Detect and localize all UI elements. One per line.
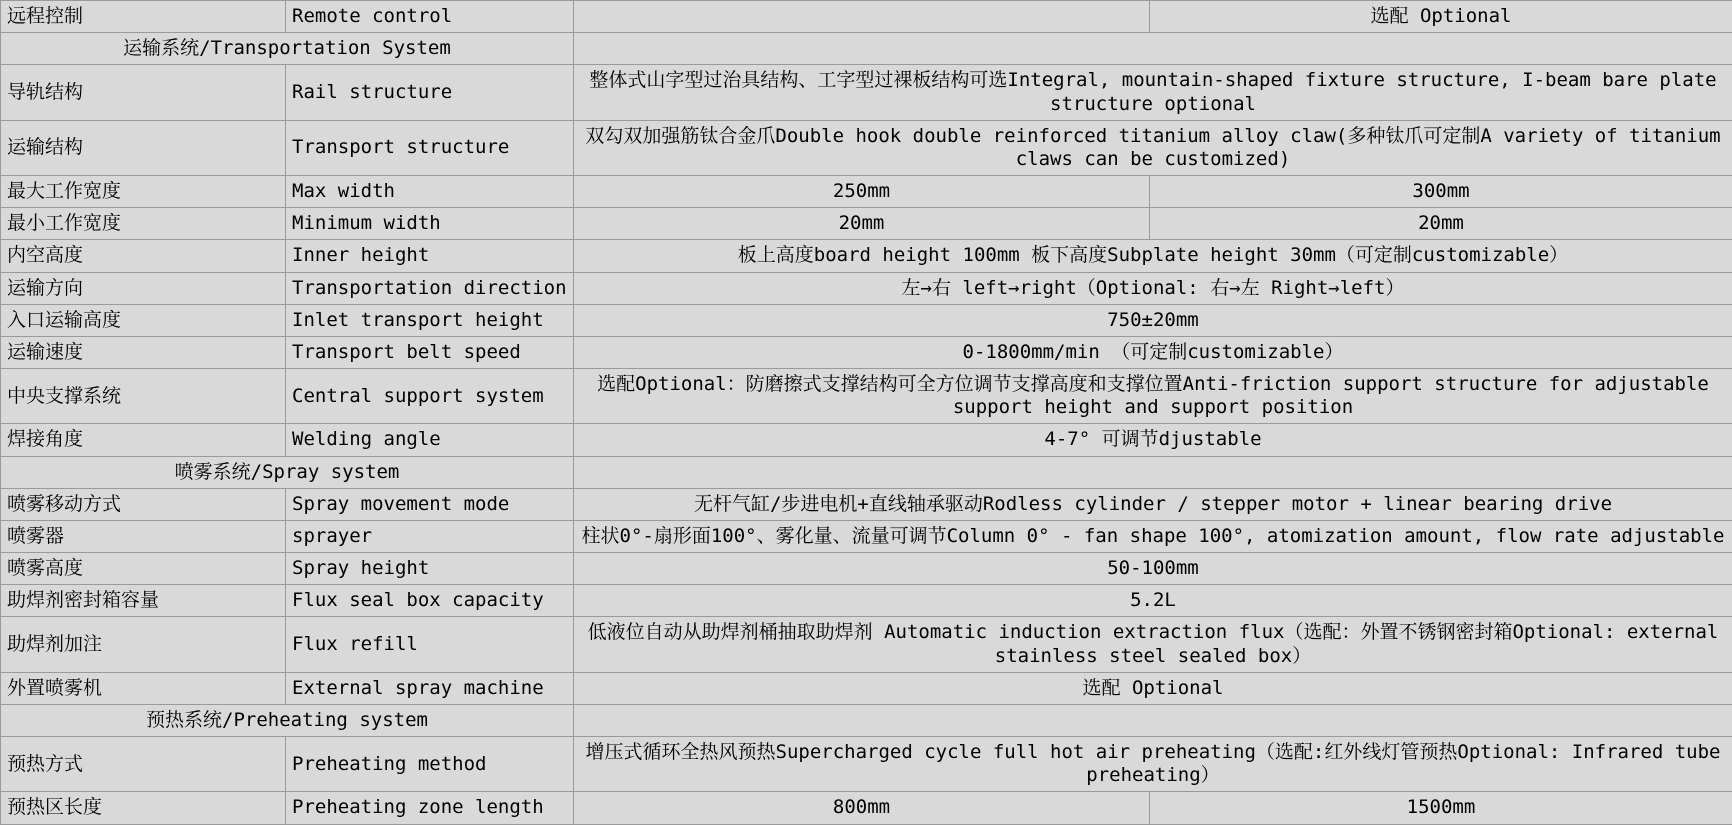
spec-name-en: Spray movement mode: [286, 488, 574, 520]
spec-name-en: Spray height: [286, 553, 574, 585]
spec-name-zh: 焊接角度: [1, 424, 286, 456]
spec-name-zh: 远程控制: [1, 1, 286, 33]
spec-name-en: Central support system: [286, 369, 574, 424]
spec-name-zh: 助焊剂加注: [1, 617, 286, 672]
spec-name-en: Preheating method: [286, 737, 574, 792]
table-section-row: [1, 33, 1732, 65]
table-row: [1, 672, 1732, 704]
spec-value: 选配 Optional: [574, 672, 1732, 704]
spec-name-en: Remote control: [286, 1, 574, 33]
spec-name-zh: 喷雾器: [1, 520, 286, 552]
spec-name-zh: 喷雾高度: [1, 553, 286, 585]
table-section-row: [1, 456, 1732, 488]
table-row: [1, 553, 1732, 585]
spec-value: 4-7° 可调节djustable: [574, 424, 1732, 456]
table-row: [1, 424, 1732, 456]
spec-name-en: Flux refill: [286, 617, 574, 672]
spec-value: 板上高度board height 100mm 板下高度Subplate height 30mm（可定制customizable）: [574, 240, 1732, 272]
spec-name-zh: 导轨结构: [1, 65, 286, 120]
spec-name-en: Welding angle: [286, 424, 574, 456]
table-row: [1, 65, 1732, 120]
table-row: [1, 617, 1732, 672]
section-label: 预热系统/Preheating system: [1, 704, 574, 736]
spec-value: 50-100mm: [574, 553, 1732, 585]
spec-value-col1: 250mm: [574, 176, 1150, 208]
spec-name-en: Transportation direction: [286, 272, 574, 304]
table-row: [1, 585, 1732, 617]
table-row: [1, 488, 1732, 520]
spec-name-en: Max width: [286, 176, 574, 208]
table-row: [1, 208, 1732, 240]
spec-name-zh: 助焊剂密封箱容量: [1, 585, 286, 617]
spec-value: 左→右 left→right（Optional: 右→左 Right→left）: [574, 272, 1732, 304]
spec-name-en: Rail structure: [286, 65, 574, 120]
spec-name-zh: 预热方式: [1, 737, 286, 792]
table-row: [1, 304, 1732, 336]
spec-name-en: External spray machine: [286, 672, 574, 704]
spec-value: 750±20mm: [574, 304, 1732, 336]
spec-name-en: Transport belt speed: [286, 336, 574, 368]
section-value-empty: [574, 33, 1732, 65]
specification-table-body: [1, 1, 1732, 825]
spec-name-zh: 内空高度: [1, 240, 286, 272]
spec-value: 无杆气缸/步进电机+直线轴承驱动Rodless cylinder / stepper motor + linear bearing drive: [574, 488, 1732, 520]
spec-name-en: Flux seal box capacity: [286, 585, 574, 617]
spec-value: 5.2L: [574, 585, 1732, 617]
section-label: 喷雾系统/Spray system: [1, 456, 574, 488]
spec-value-col2: 选配 Optional: [1150, 1, 1732, 33]
spec-name-zh: 运输速度: [1, 336, 286, 368]
spec-name-zh: 中央支撑系统: [1, 369, 286, 424]
table-section-row: [1, 704, 1732, 736]
spec-name-zh: 最大工作宽度: [1, 176, 286, 208]
spec-name-zh: 运输方向: [1, 272, 286, 304]
spec-value-col1: 20mm: [574, 208, 1150, 240]
spec-name-en: Preheating zone length: [286, 792, 574, 824]
spec-value: 选配Optional：防磨擦式支撑结构可全方位调节支撑高度和支撑位置Anti-friction support structure for adjustable support height and support position: [574, 369, 1732, 424]
table-row: [1, 737, 1732, 792]
table-row: [1, 336, 1732, 368]
table-row: [1, 1, 1732, 33]
spec-value: 双勾双加强筋钛合金爪Double hook double reinforced titanium alloy claw(多种钛爪可定制A variety of titanium claws can be customized): [574, 120, 1732, 175]
spec-name-zh: 运输结构: [1, 120, 286, 175]
section-label: 运输系统/Transportation System: [1, 33, 574, 65]
spec-value: 低液位自动从助焊剂桶抽取助焊剂 Automatic induction extraction flux（选配：外置不锈钢密封箱Optional: external stainless steel sealed box）: [574, 617, 1732, 672]
spec-name-en: Minimum width: [286, 208, 574, 240]
spec-value: 整体式山字型过治具结构、工字型过裸板结构可选Integral, mountain-shaped fixture structure, I-beam bare plate structure optional: [574, 65, 1732, 120]
spec-value-col2: 1500mm: [1150, 792, 1732, 824]
table-row: [1, 792, 1732, 824]
spec-name-en: sprayer: [286, 520, 574, 552]
spec-value: 增压式循环全热风预热Supercharged cycle full hot air preheating（选配:红外线灯管预热Optional: Infrared tube preheating）: [574, 737, 1732, 792]
spec-name-en: Inlet transport height: [286, 304, 574, 336]
spec-value-col2: 300mm: [1150, 176, 1732, 208]
section-value-empty: [574, 704, 1732, 736]
table-row: [1, 369, 1732, 424]
spec-name-zh: 最小工作宽度: [1, 208, 286, 240]
spec-value-col1: [574, 1, 1150, 33]
table-row: [1, 120, 1732, 175]
spec-name-zh: 入口运输高度: [1, 304, 286, 336]
spec-name-zh: 喷雾移动方式: [1, 488, 286, 520]
spec-name-zh: 预热区长度: [1, 792, 286, 824]
table-row: [1, 240, 1732, 272]
spec-value: 柱状0°-扇形面100°、雾化量、流量可调节Column 0° - fan shape 100°, atomization amount, flow rate adjustable: [574, 520, 1732, 552]
table-row: [1, 520, 1732, 552]
section-value-empty: [574, 456, 1732, 488]
spec-name-en: Inner height: [286, 240, 574, 272]
spec-name-zh: 外置喷雾机: [1, 672, 286, 704]
table-row: [1, 176, 1732, 208]
spec-value-col2: 20mm: [1150, 208, 1732, 240]
spec-value-col1: 800mm: [574, 792, 1150, 824]
table-row: [1, 272, 1732, 304]
spec-name-en: Transport structure: [286, 120, 574, 175]
spec-value: 0-1800mm/min （可定制customizable）: [574, 336, 1732, 368]
